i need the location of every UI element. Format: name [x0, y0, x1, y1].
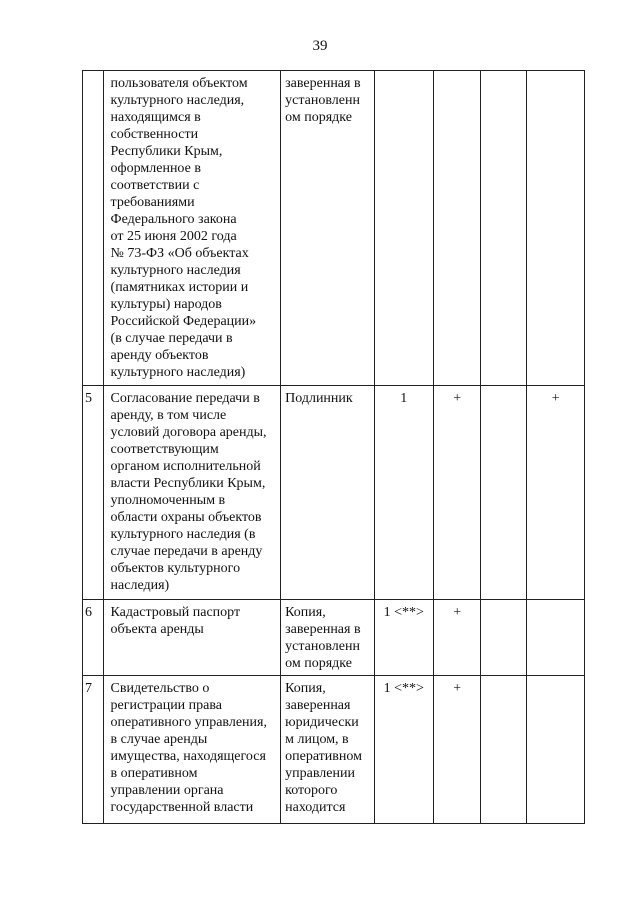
document-name-line: Республики Крым,	[110, 144, 223, 159]
document-name-line: оформленное в	[110, 161, 201, 176]
document-name-line: уполномоченным в	[110, 493, 226, 508]
quantity-cell: 1 <**>	[374, 600, 434, 676]
mark-cell-a: +	[434, 676, 481, 824]
document-form-line: установленн	[285, 639, 360, 654]
document-form-line: Копия,	[285, 681, 326, 696]
document-table	[82, 70, 585, 824]
document-name-line: государственной власти	[110, 800, 254, 815]
table-row	[83, 386, 585, 600]
document-name-line: находящимся в	[110, 110, 201, 125]
mark-cell-a: +	[434, 386, 481, 600]
document-name-line: объекта аренды	[110, 622, 204, 637]
document-name-line: наследия)	[110, 578, 170, 593]
document-name-line: пользователя объектом	[110, 76, 248, 91]
document-form-line: которого	[285, 783, 338, 798]
document-name-line: в случае аренды	[110, 732, 208, 747]
document-form-line: ом порядке	[285, 656, 352, 671]
document-form-line: юридически	[285, 715, 359, 730]
document-form-line: находится	[285, 800, 346, 815]
document-name-line: собственности	[110, 127, 199, 142]
document-name-line: культурного наследия	[110, 263, 241, 278]
document-name-line: аренду, в том числе	[110, 408, 227, 423]
document-form-line: Копия,	[285, 605, 326, 620]
document-form	[281, 600, 374, 676]
document-name	[103, 71, 281, 386]
document-name	[103, 600, 281, 676]
document-form-line: заверенная	[285, 698, 351, 713]
document-name-line: Согласование передачи в	[110, 391, 260, 406]
mark-cell-c: +	[527, 386, 585, 600]
document-name-line: (памятниках истории и	[110, 280, 249, 295]
mark-cell-c	[527, 71, 585, 386]
row-number: 7	[83, 676, 104, 824]
row-number	[83, 71, 104, 386]
document-name-line: № 73-ФЗ «Об объектах	[110, 246, 249, 261]
document-form	[281, 71, 374, 386]
document-name-line: власти Республики Крым,	[110, 476, 266, 491]
document-name-line: (в случае передачи в	[110, 331, 233, 346]
document-name-line: требованиями	[110, 195, 195, 210]
quantity-cell	[374, 71, 434, 386]
document-name-line: условий договора аренды,	[110, 425, 267, 440]
document-form-line: управлении	[285, 766, 355, 781]
mark-cell-a	[434, 71, 481, 386]
table-row	[83, 676, 585, 824]
document-name-line: оперативного управления,	[110, 715, 267, 730]
document-form-line: м лицом, в	[285, 732, 349, 747]
document-name-line: соответствии с	[110, 178, 200, 193]
document-name-line: соответствующим	[110, 442, 219, 457]
document-form-line: установленн	[285, 93, 360, 108]
table-row	[83, 71, 585, 386]
document-name-line: случае передачи в аренду	[110, 544, 263, 559]
row-number: 6	[83, 600, 104, 676]
row-number: 5	[83, 386, 104, 600]
mark-cell-b	[481, 676, 527, 824]
document-name-line: объектов культурного	[110, 561, 241, 576]
document-name-line: культурного наследия)	[110, 365, 246, 380]
document-name-line: Российской Федерации»	[110, 314, 257, 329]
document-form-line: заверенная в	[285, 76, 361, 91]
document-name-line: области охраны объектов	[110, 510, 262, 525]
document-name-line: Кадастровый паспорт	[110, 605, 241, 620]
document-form	[281, 386, 374, 600]
document-name-line: в оперативном	[110, 766, 198, 781]
document-name-line: культурного наследия,	[110, 93, 245, 108]
document-form	[281, 676, 374, 824]
document-name-line: управлении органа	[110, 783, 224, 798]
document-name-line: аренду объектов	[110, 348, 209, 363]
document-form-line: оперативном	[285, 749, 362, 764]
document-form-line: ом порядке	[285, 110, 352, 125]
mark-cell-b	[481, 71, 527, 386]
page-number: 39	[312, 38, 328, 54]
document-name-line: регистрации права	[110, 698, 223, 713]
document-name-line: культурного наследия (в	[110, 527, 256, 542]
mark-cell-b	[481, 386, 527, 600]
document-name	[103, 676, 281, 824]
document-name-line: Свидетельство о	[110, 681, 210, 696]
mark-cell-b	[481, 600, 527, 676]
document-name-line: имущества, находящегося	[110, 749, 266, 764]
table-row	[83, 600, 585, 676]
mark-cell-c	[527, 600, 585, 676]
quantity-cell: 1	[374, 386, 434, 600]
document-form-line: заверенная в	[285, 622, 361, 637]
document-form-line: Подлинник	[285, 391, 353, 406]
document-name	[103, 386, 281, 600]
document-name-line: культуры) народов	[110, 297, 222, 312]
mark-cell-a: +	[434, 600, 481, 676]
document-name-line: органом исполнительной	[110, 459, 261, 474]
document-name-line: от 25 июня 2002 года	[110, 229, 237, 244]
quantity-cell: 1 <**>	[374, 676, 434, 824]
mark-cell-c	[527, 676, 585, 824]
document-name-line: Федерального закона	[110, 212, 237, 227]
